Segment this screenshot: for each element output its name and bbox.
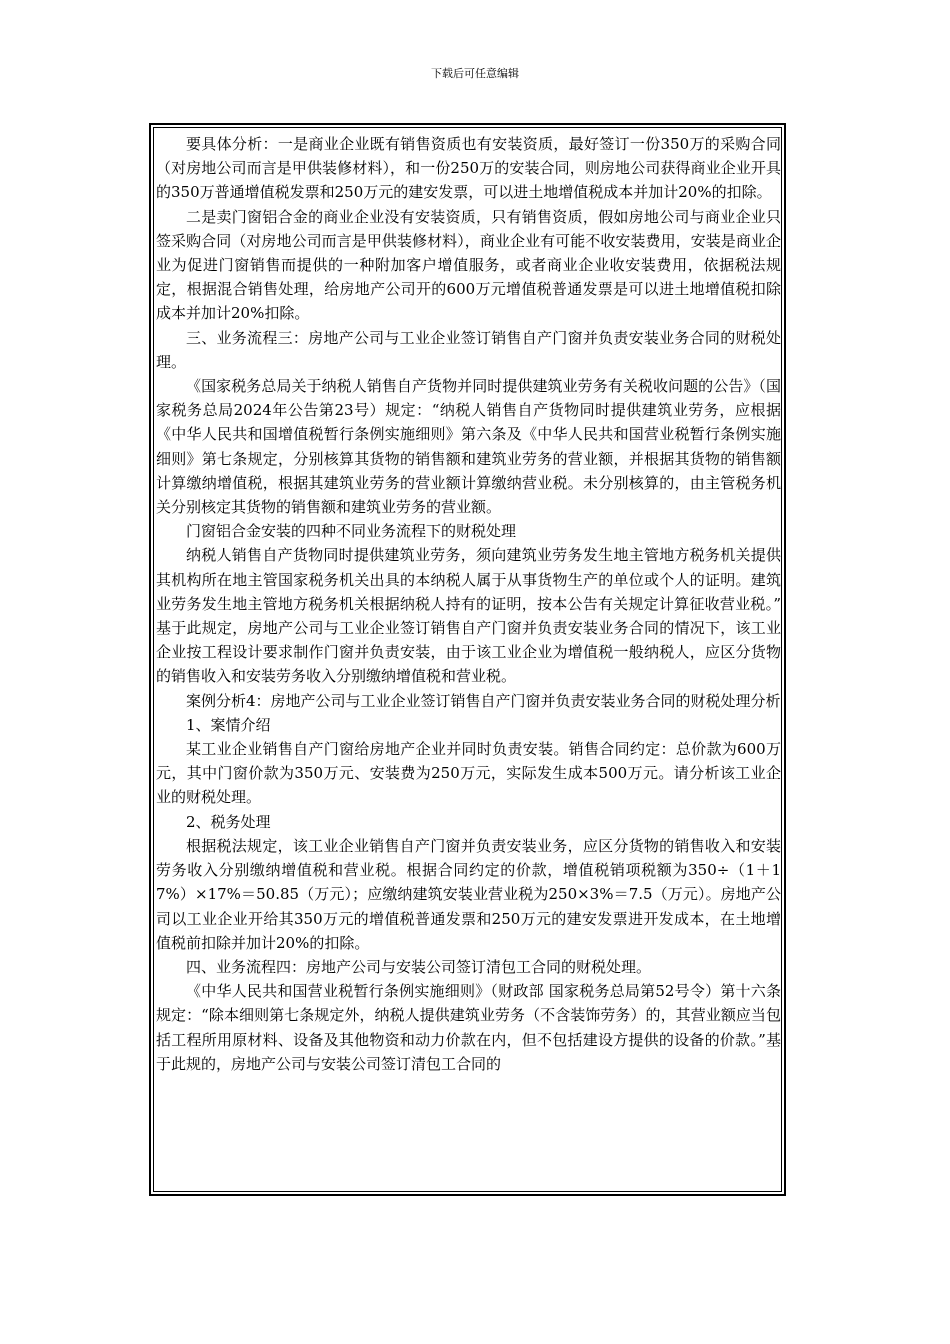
section-heading-process-four: 四、业务流程四：房地产公司与安装公司签订清包工合同的财税处理。	[186, 957, 652, 976]
paragraph-announcement-continued: 纳税人销售自产货物同时提供建筑业劳务，须向建筑业劳务发生地主管地方税务机关提供其机构所在地主管国家税务机关出具的本纳税人属于从事货物生产的单位或个人的证明。建筑业劳务发生地主管地方税务机关根据纳税人持有的证明，按本公告有关规定计算征收营业税。” 基于此规定，房地产公司与工业企业签订销售自产门窗并负责安装业务合同的情况下，该工业企业按工程设计要求制作门窗并负责安装，由于该工业企业为增值税一般纳税人，应区分货物的销售收入和安装劳务收入分别缴纳增值税和营业税。	[156, 546, 781, 686]
page-header-note: 下载后可任意编辑	[431, 67, 519, 80]
case-intro-text: 某工业企业销售自产门窗给房地产企业并同时负责安装。销售合同约定：总价款为600万元，其中门窗价款为350万元、安装费为250万元，实际发生成本500万元。请分析该工业企业的财税处理。	[156, 740, 781, 807]
paragraph-subtitle: 门窗铝合金安装的四种不同业务流程下的财税处理	[186, 522, 517, 541]
paragraph-regulation-quote: 《中华人民共和国营业税暂行条例实施细则》（财政部 国家税务总局第52号令）第十六条规定：“除本细则第七条规定外，纳税人提供建筑业劳务（不含装饰劳务）的，其营业额应当包括工程所用原材料、设备及其他物资和动力价款在内，但不包括建设方提供的设备的价款。”基于此规的，房地产公司与安装公司签订清包工合同的	[156, 982, 781, 1073]
tax-treatment-text: 根据税法规定，该工业企业销售自产门窗并负责安装业务，应区分货物的销售收入和安装劳务收入分别缴纳增值税和营业税。根据合同约定的价款，增值税销项税额为350÷（1＋17%）×17%＝50.85（万元）；应缴纳建筑安装业营业税为250×3%＝7.5（万元）。房地产公司以工业企业开给其350万元的增值税普通发票和250万元的建安发票进开发成本，在土地增值税前扣除并加计20%的扣除。	[156, 836, 781, 952]
section-heading-process-three: 三、业务流程三：房地产公司与工业企业签订销售自产门窗并负责安装业务合同的财税处理。	[156, 328, 781, 371]
document-table-cell	[153, 127, 782, 1192]
case-analysis-heading: 案例分析4：房地产公司与工业企业签订销售自产门窗并负责安装业务合同的财税处理分析	[186, 691, 781, 710]
document-table-frame	[149, 123, 786, 1196]
paragraph-analysis-case-one: 要具体分析：一是商业企业既有销售资质也有安装资质，最好签订一份350万的采购合同（对房地公司而言是甲供装修材料），和一份250万的安装合同，则房地公司获得商业企业开具的350万普通增值税发票和250万元的建安发票，可以进土地增值税成本并加计20%的扣除。	[156, 135, 781, 202]
tax-treatment-heading: 2、税务处理	[186, 812, 271, 831]
paragraph-announcement-quote: 《国家税务总局关于纳税人销售自产货物并同时提供建筑业劳务有关税收问题的公告》（国家税务总局2024年公告第23号）规定：“纳税人销售自产货物同时提供建筑业劳务，应根据《中华人民共和国增值税暂行条例实施细则》第六条及《中华人民共和国营业税暂行条例实施细则》第七条规定，分别核算其货物的销售额和建筑业劳务的营业额，并根据其货物的销售额计算缴纳增值税，根据其建筑业劳务的营业额计算缴纳营业税。未分别核算的，由主管税务机关分别核定其货物的销售额和建筑业劳务的营业额。	[156, 377, 781, 517]
paragraph-analysis-case-two: 二是卖门窗铝合金的商业企业没有安装资质，只有销售资质，假如房地公司与商业企业只签采购合同（对房地公司而言是甲供装修材料），商业企业有可能不收安装费用，安装是商业企业为促进门窗销售而提供的一种附加客户增值服务，或者商业企业收安装费用，依据税法规定，根据混合销售处理，给房地产公司开的600万元增值税普通发票是可以进土地增值税扣除成本并加计20%扣除。	[156, 207, 781, 323]
document-body	[154, 128, 781, 1076]
case-intro-heading: 1、案情介绍	[186, 715, 271, 734]
